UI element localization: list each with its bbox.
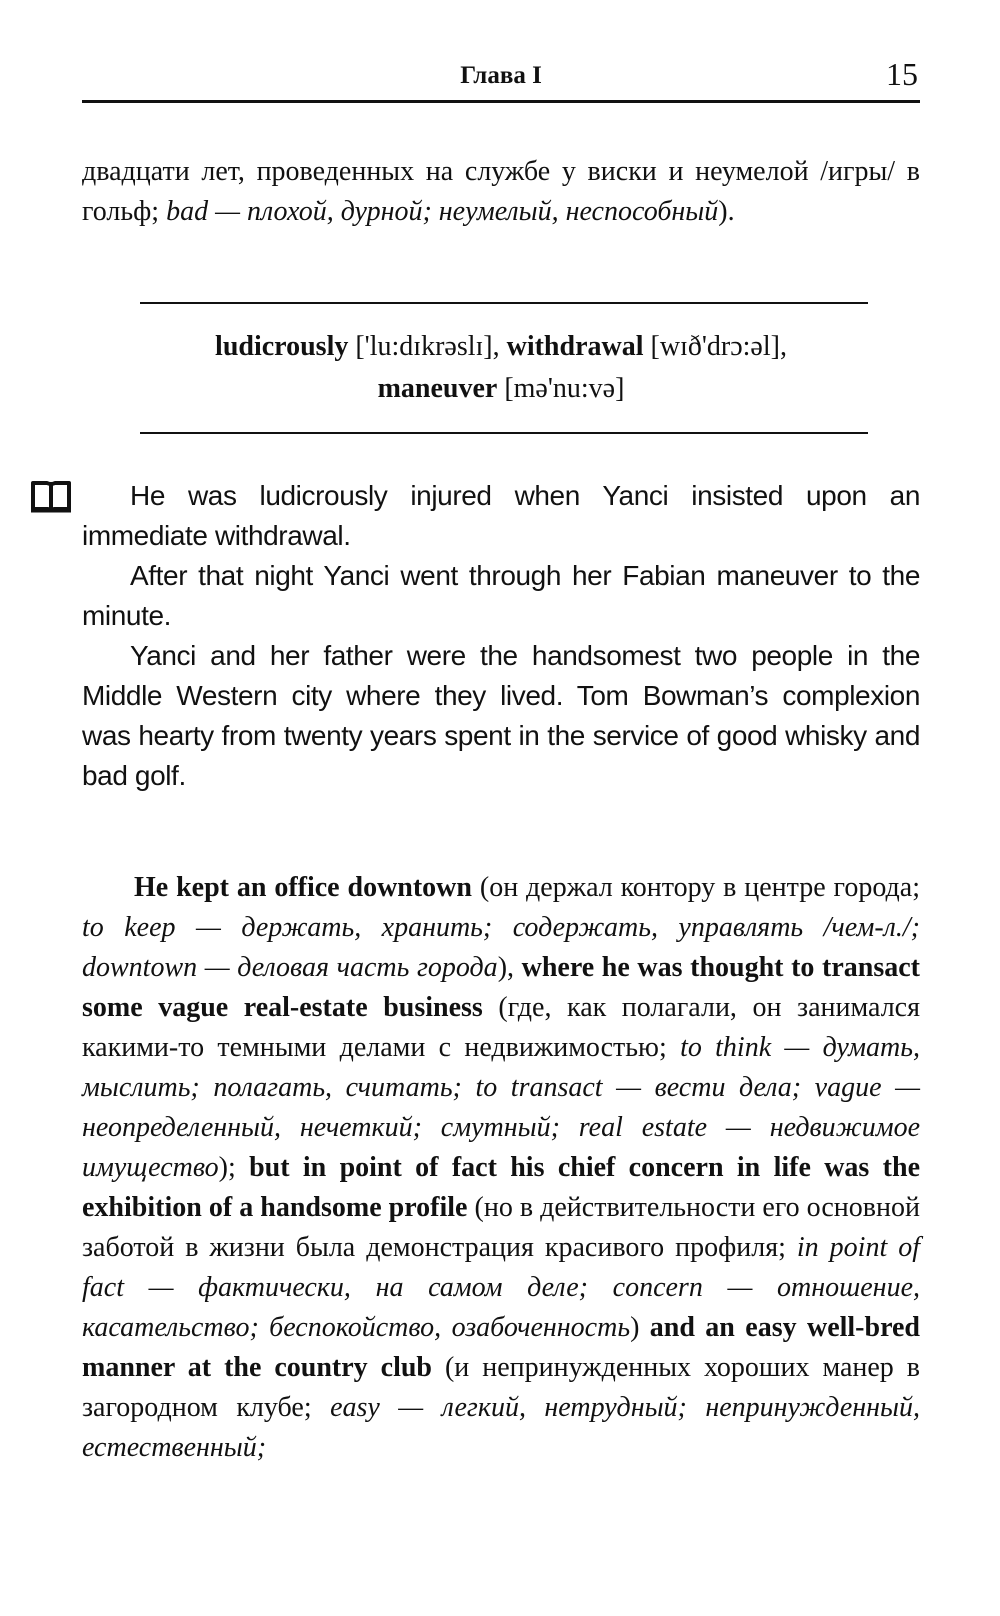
- vocab-line-2: [82, 368, 920, 410]
- translation-text: (и непринужденных хороших манер в загородном клубе;: [82, 1352, 920, 1423]
- english-paragraph-1: He was ludicrously injured when Yanci insisted upon an immediate withdrawal.: [82, 480, 920, 551]
- translation-text: (он держал контору в центре города;: [471, 872, 920, 903]
- commentary-block-1: [82, 152, 920, 232]
- translation-text: ),: [497, 952, 522, 983]
- page-header: [82, 52, 920, 103]
- translation-text: ): [630, 1312, 650, 1343]
- gloss-text: to think — думать, мыслить; полагать, считать; to transact — вести дела; vague — неопределенный, нечеткий; смутный; real estate — недвижимое имущество: [82, 1032, 920, 1183]
- translation-text: (где, как полагали, он занимался какими-то темными делами с недвижимостью;: [82, 992, 920, 1063]
- source-phrase: He kept an office downtown: [134, 872, 472, 903]
- translation-text: );: [218, 1152, 250, 1183]
- page-number: 15: [886, 56, 918, 92]
- vocab-transcription: [mə'nu:və]: [497, 373, 625, 404]
- vocabulary-block: [82, 326, 920, 410]
- vocab-word: maneuver: [377, 373, 498, 404]
- translation-text: (но в действительности его основной заботой в жизни была демонстрация красивого профиля;: [82, 1192, 920, 1263]
- gloss-text: bad — плохой, дурной; неумелый, неспособный: [166, 196, 719, 227]
- english-paragraph-2: After that night Yanci went through her Fabian maneuver to the minute.: [82, 560, 920, 631]
- source-phrase: where he was thought to transact some vague real-estate business: [82, 952, 920, 1023]
- source-phrase: and an easy well-bred manner at the country club: [82, 1312, 920, 1383]
- vocab-line-1: [82, 326, 920, 368]
- english-text-block: [82, 476, 920, 796]
- gloss-text: in point of fact — фактически, на самом деле; concern — отношение, касательство; беспокойство, озабоченность: [82, 1232, 920, 1343]
- translation-text: ).: [718, 196, 735, 227]
- commentary-paragraph: [82, 152, 920, 232]
- english-paragraph-3: Yanci and her father were the handsomest two people in the Middle Western city where they lived. Tom Bowman’s complexion was hearty from twenty years spent in the service of good whisky and bad golf.: [82, 640, 920, 791]
- open-book-icon: [30, 480, 72, 514]
- divider-top: [140, 302, 868, 304]
- chapter-title: Глава I: [460, 62, 542, 89]
- commentary-paragraph: [82, 868, 920, 1468]
- vocab-transcription: ['lu:dɪkrəslɪ],: [348, 331, 507, 362]
- divider-bottom: [140, 432, 868, 434]
- source-phrase: but in point of fact his chief concern in life was the exhibition of a handsome profile: [82, 1152, 920, 1223]
- vocab-word: withdrawal: [506, 331, 644, 362]
- gloss-text: easy — легкий, нетрудный; непринужденный, естественный;: [82, 1392, 920, 1463]
- translation-text: двадцати лет, проведенных на службе у виски и неумелой /игры/ в гольф;: [82, 156, 920, 227]
- commentary-block-2: [82, 868, 920, 1468]
- gloss-text: to keep — держать, хранить; содержать, управлять /чем-л./; downtown — деловая часть города: [82, 912, 920, 983]
- vocab-word: ludicrously: [215, 331, 349, 362]
- vocab-transcription: [wɪð'drɔ:əl],: [643, 331, 787, 362]
